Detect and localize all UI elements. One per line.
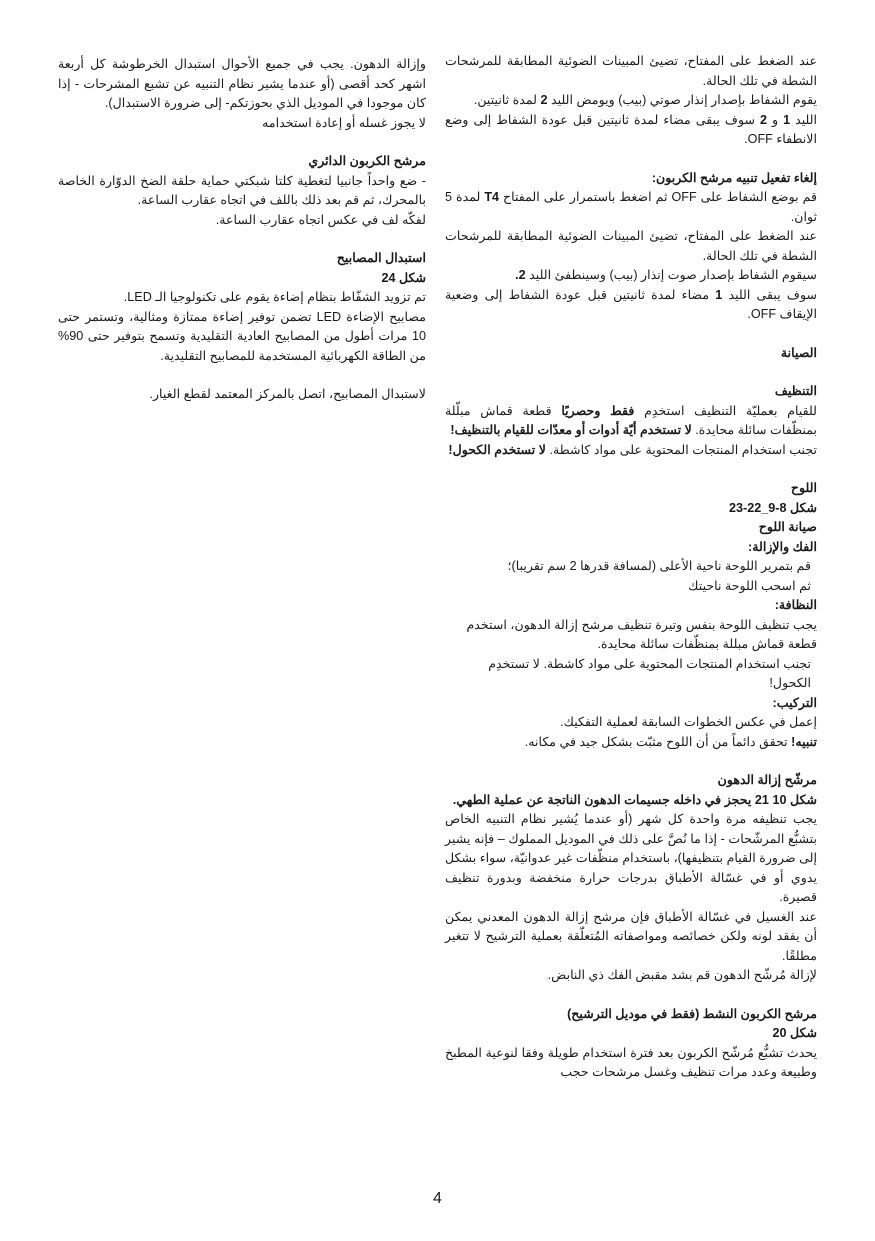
paragraph: لا يجوز غسله أو إعادة استخدامه [262,115,426,130]
paragraph: مصابيح الإضاءة LED تضمن توفير إضاءة ممتازة ومثالية، وتستمر حتى 10 مرات أطول من المصابيح العادية التقليدية وتسمح بتوفير حتى 90% من الطاقة الكهربائية المستخدمة للمصابيح التقليدية. [58,309,427,363]
figure-reference: شكل 8-9_22-23 [728,500,817,515]
paragraph: يقوم الشفاط بإصدار إنذار صوتي (بيب) ويومض الليد 2 لمدة ثانيتين. [473,93,817,107]
paragraph: تم تزويد الشفّاط بنظام إضاءة يقوم على تكنولوجيا الـ LED. [123,290,426,304]
paragraph: تجنب استخدام المنتجات المحتوية على مواد كاشطة. لا تستخدم الكحول! [448,442,817,457]
figure-reference: شكل 20 [772,1026,817,1040]
paragraph: عند الضغط على المفتاح، تضيئ المبينات الضوئية المطابقة للمرشحات الشطة في تلك الحالة. [445,229,817,263]
paragraph: لاستبدال المصابيح، اتصل بالمركز المعتمد لقطع الغيار. [149,387,426,401]
subsection-heading: صيانة اللوح [758,520,817,534]
section-heading: مرشح الكربون النشط (فقط في موديل الترشيح) [567,1006,817,1021]
paragraph: قم بتمرير اللوحة ناحية الأعلى (لمسافة قدرها 2 سم تقريبا)؛ [507,559,811,573]
paragraph: سوف يبقى الليد 1 مضاء لمدة ثانيتين قبل عودة الشفاط إلى وضعية الإيقاف OFF. [445,287,818,321]
paragraph: يجب تنظيفه مرة واحدة كل شهر (أو عندما يُشير نظام التنبيه الخاص بتشبُّع المرشّحات - إذا ما نُصَّ على ذلك في الموديل المملوك – فإنه يشير إلى ضرورة القيام بتنظيفها)، باستخدام منظّفات غير عدوانيّة، سواء بشكل يدوي أو في غسّالة الأطباق بدرجات حرارة منخفضة وبدورة تنظيف قصيرة. [445,812,817,904]
paragraph: وإزالة الدهون. يجب في جميع الأحوال استبدال الخرطوشة كل أربعة اشهر كحد أقصى (أو عندما يشير نظام التنبيه عن تشبع المشرحات - إذا كان موجودا في الموديل الذي بحوزتكم- إلى ضرورة الاستبدال). [58,57,426,110]
paragraph: ثم اسحب اللوحة ناحيتك [688,578,811,593]
paragraph: عند الضغط على المفتاح، تضيئ المبينات الضوئية المطابقة للمرشحات الشطة في تلك الحالة. [445,54,817,88]
section-heading: مرشح الكربون الدائري [308,154,426,168]
paragraph: لإزالة مُرشّح الدهون قم بشد مقبض الفك ذي النابض. [547,968,817,982]
paragraph: للقيام بعمليّة التنظيف استخدِم فقط وحصريًا قطعة قماش مبلّلة بمنظّفات سائلة محايدة. لا تستخدم أيّة أدوات أو معدّات للقيام بالتنظيف! [445,403,817,437]
paragraph: الليد 1 و 2 سوف يبقى مضاء لمدة ثانيتين قبل عودة الشفاط إلى وضع الانطفاء OFF. [445,112,818,146]
section-heading: الصيانة [780,345,817,360]
section-heading: اللوح [790,481,817,495]
paragraph: إعمل في عكس الخطوات السابقة لعملية التفكيك. [560,715,817,729]
right-column [445,52,817,1083]
paragraph: سيقوم الشفاط بإصدار صوت إنذار (بيب) وسينطفئ الليد 2. [515,268,817,282]
figure-reference: شكل 24 [381,270,426,285]
section-heading: استبدال المصابيح [336,251,426,265]
section-heading: مرشّح إزالة الدهون [717,773,817,787]
paragraph: لفكّه لف في عكس اتجاه عقارب الساعة. [215,212,426,227]
paragraph: - ضع واحداً جانبيا لتغطية كلتا شبكتي حماية حلقة الضخ الدوّارة الخاصة بالمحرك، ثم قم بعد ذلك باللف في اتجاه عقارب الساعة. [58,173,426,207]
left-column [58,55,426,405]
paragraph: تجنب استخدام المنتجات المحتوية على مواد كاشطة. لا تستخدِم الكحول! [488,656,811,690]
paragraph: يجب تنظيف اللوحة بنفس وتيرة تنظيف مرشح إزالة الدهون، استخدم قطعة قماش مبللة بمنظّفات سائلة محايدة. [466,617,817,651]
paragraph: يحدث تشبُّع مُرشّح الكربون بعد فترة استخدام طويلة وفقا لنوعية المطبخ وطبيعة وعدد مرات تنظيف وغسل مرشحات حجب [445,1045,817,1079]
section-heading: التنظيف [774,384,817,398]
paragraph: قم بوضع الشفاط على OFF ثم اضغط باستمرار على المفتاح T4 لمدة 5 ثوان. [445,190,817,224]
page-number: 4 [433,1190,442,1207]
subsection-heading: النظافة: [774,598,817,612]
figure-reference: شكل 10 21 يحجز في داخله جسيمات الدهون الناتجة عن عملية الطهي. [452,792,817,807]
paragraph: عند الغسيل في غسّالة الأطباق فإن مرشح إزالة الدهون المعدني يمكن أن يفقد لونه ولكن خصائصه ومواصفاته المُتعلّقة بعملية الترشيح لا تتغير مطلقًا. [445,909,817,963]
subsection-heading: الفك والإزالة: [748,539,817,554]
subsection-heading: التركيب: [772,695,817,710]
section-heading: إلغاء تفعيل تنبيه مرشح الكربون: [651,170,817,185]
paragraph: تنبيه! تحقق دائماً من أن اللوح مثبّت بشكل جيد في مكانه. [524,734,817,749]
